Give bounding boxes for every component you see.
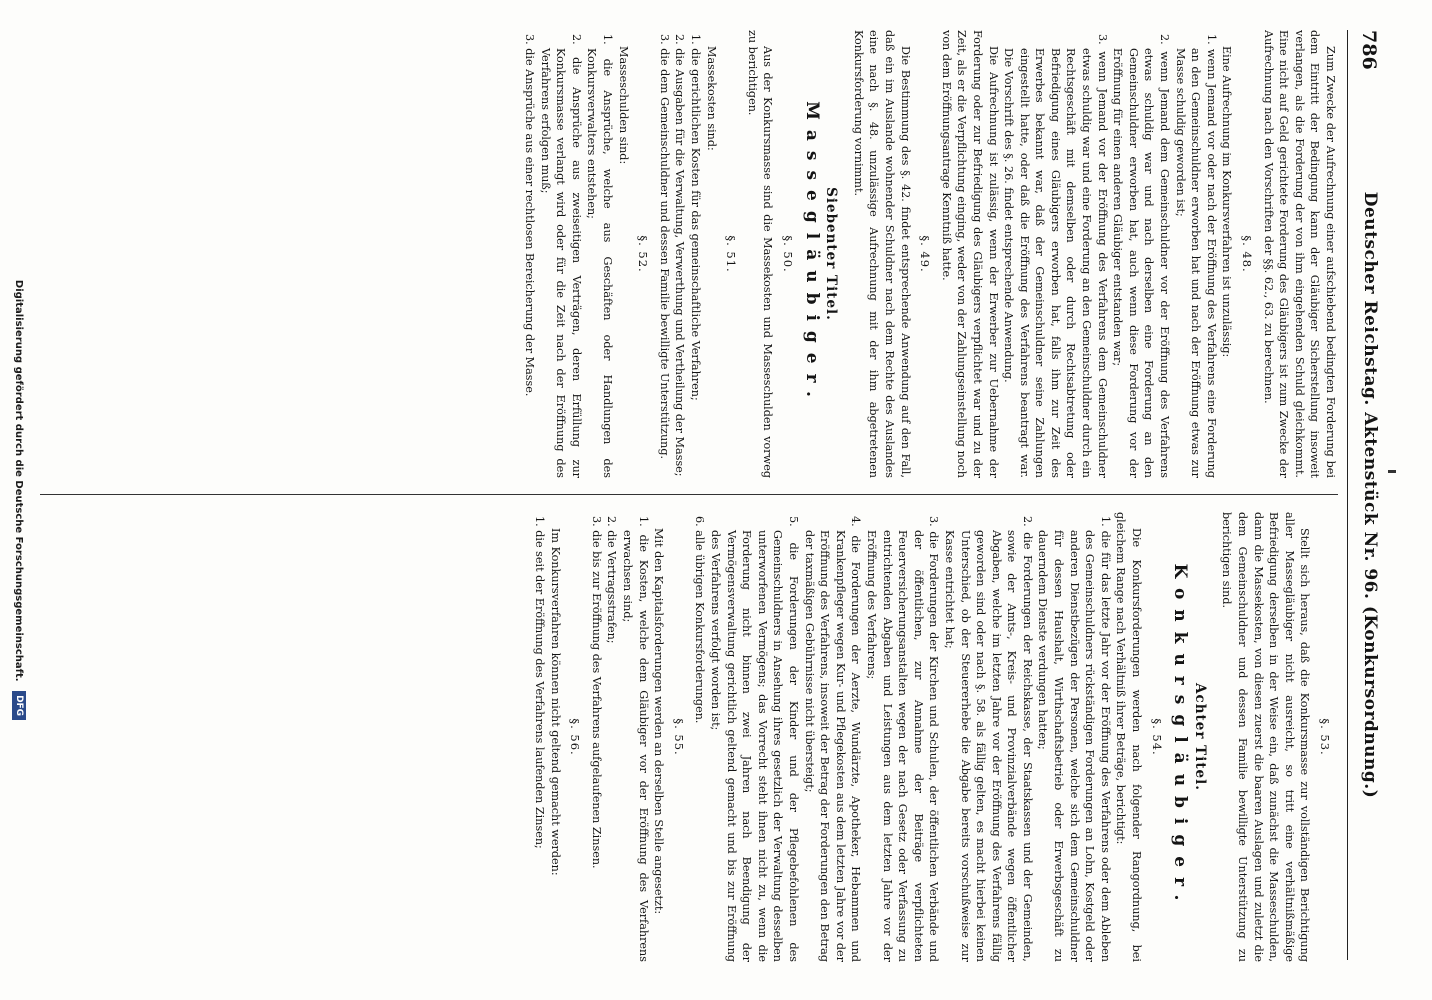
list-item: 3. die bis zur Eröffnung des Verfahrens aufgelaufenen Zinsen.: [589, 516, 603, 869]
list-item: 3. die dem Gemeinschuldner und dessen Familie bewilligte Unterstützung.: [657, 34, 671, 460]
paragraph: Aus der Konkursmasse sind die Massekosten und Masseschulden vorweg zu berichtigen.: [745, 30, 775, 478]
title-heading: Siebenter Titel.: [823, 187, 840, 321]
page-number: 786: [1358, 30, 1380, 70]
list-item: 2. die Vertragsstrafen;: [605, 516, 619, 644]
list-item: 4. die Forderungen der Aerzte, Wundärzte, Apotheker, Hebammen und Krankenpfleger wegen Kur- und Pflegekosten aus dem letzten Jahre vor der Eröffnung des Verfahrens, insoweit der Betrag der Forderungen den Betrag der taxmäßigen Gebührnisse nicht übersteigt;: [802, 516, 863, 962]
title-heading: Achter Titel.: [1191, 683, 1208, 791]
list-item: 2. die Ausgaben für die Verwaltung, Verwerthung und Vertheilung der Masse;: [673, 34, 687, 477]
section-number: §. 50.: [781, 235, 795, 273]
chapter-heading: Massegläubiger.: [801, 101, 822, 407]
footer-text: Digitalisierung gefördert durch die Deutsche Forschungsgemeinschaft.: [13, 279, 24, 682]
header-rule: [1347, 30, 1348, 960]
list-item: 1. wenn Jemand vor oder nach der Eröffnung des Verfahrens eine Forderung an den Gemeinschuldner erworben hat und nach der Eröffnung etwas zur Masse schuldig geworden ist;: [1173, 34, 1218, 478]
section-number: §. 53.: [1318, 718, 1332, 756]
paragraph: Im Konkursverfahren können nicht geltend gemacht werden:: [548, 528, 562, 876]
list-item: 5. die Forderungen der Kinder und der Pflegebefohlenen des Gemeinschuldners in Ansehung ihres gesetzlich der Verwaltung desselben unterworfenen Vermögens; das Vorrecht steht ihnen nicht zu, wenn die Forderung nicht binnen zwei Jahren nach Beendigung der Vermögensverwaltung gerichtlich geltend gemacht und bis zur Eröffnung des Verfahrens verfolgt worden ist;: [709, 516, 800, 962]
list-item: 1. die Ansprüche, welche aus Geschäften oder Handlungen des Konkursverwalters entstehen;: [585, 34, 615, 478]
chapter-heading: Konkursgläubiger.: [1170, 563, 1191, 911]
paragraph: Die Konkursforderungen werden nach folgender Rangordnung, bei gleichem Range nach Verhältniß ihrer Beträge, berichtigt:: [1114, 512, 1144, 962]
list-item: 1. die Kosten, welche dem Gläubiger vor der Eröffnung des Verfahrens erwachsen sind;: [621, 516, 650, 962]
list-item: 3. wenn Jemand vor der Eröffnung des Verfahrens dem Gemeinschuldner etwas schuldig war und eine Forderung an den Gemeinschuldner durch ein Rechtsgeschäft mit demselben oder durch Rechtsabtretung oder Befriedigung eines Gläubigers erworben hat, falls ihm zur Zeit des Erwerbes bekannt war, daß der Gemeinschuldner seine Zahlungen eingestellt hatte, oder daß die Eröffnung des Verfahrens beantragt war. Die Vorschrift des §. 26. findet entsprechende Anwendung.: [1002, 34, 1109, 478]
section-number: §. 52.: [636, 235, 651, 273]
dfg-logo: DFG: [12, 691, 26, 720]
list-item: 3. die Forderungen der Kirchen und Schulen, der öffentlichen Verbände und der öffentlichen, zur Annahme der Beiträge verpflichteten Feuerversicherungsanstalten wegen der nach Gesetz oder Verfassung zu entrichtenden Abgaben und Leistungen aus dem letzten Jahre vor der Eröffnung des Verfahrens;: [864, 516, 941, 962]
paragraph: Massekosten sind:: [704, 46, 718, 151]
column-divider: [40, 494, 1338, 495]
list-item: 6. alle übrigen Konkursforderungen.: [693, 516, 707, 724]
paragraph: Mit den Kapitalsforderungen werden an derselben Stelle angesetzt:: [652, 528, 666, 915]
section-number: §. 51.: [724, 235, 739, 273]
section-number: §. 49.: [918, 235, 933, 273]
section-number: §. 55.: [671, 718, 686, 756]
list-item: 1. die für das letzte Jahr vor der Eröffnung des Verfahrens oder dem Ableben des Gemeinschuldners rückständigen Forderungen an Lohn, Kostgeld oder anderen Dienstbezügen der Personen, welche sich dem Gemeinschuldner für dessen Haushalt, Wirthschaftsbetrieb oder Erwerbsgeschäft zu dauerndem Dienste verdungen hatten;: [1036, 516, 1112, 962]
paragraph: Die Bestimmung des §. 42. findet entsprechende Anwendung auf den Fall, daß ein im Auslande wohnender Schuldner nach dem Rechte des Auslandes eine nach §. 48. unzulässige Aufrechnung mit der ihm abgetretenen Konkursforderung vornimmt.: [851, 30, 912, 478]
page-mark: [1388, 470, 1396, 473]
list-item: 2. die Forderungen der Reichskasse, der Staatskassen und der Gemeinden, sowie der Amts-, Kreis- und Provinzialverbände wegen öffentlicher Abgaben, welche im letzten Jahre vor der Eröffnung des Verfahrens fällig geworden sind oder nach §. 58. als fällig gelten, es macht hierbei keinen Unterschied, ob der Steuererhebe die Abgabe bereits vorschußweise zur Kasse entrichtet hat;: [942, 516, 1034, 962]
section-number: §. 48.: [1240, 235, 1255, 273]
list-item: 2. wenn Jemand dem Gemeinschuldner vor der Eröffnung des Verfahrens etwas schuldig war und nach derselben eine Forderung an den Gemeinschuldner erworben hat, auch wenn diese Forderung vor der Eröffnung für einen anderen Gläubiger entstanden war;: [1111, 34, 1172, 478]
paragraph: Eine Aufrechnung im Konkursverfahren ist unzulässig:: [1220, 46, 1234, 358]
list-item: 2. die Ansprüche aus zweiseitigen Verträgen, deren Erfüllung zur Konkursmasse verlangt wird oder für die Zeit nach der Eröffnung des Verfahrens erfolgen muß;: [538, 34, 583, 478]
paragraph: Zum Zwecke der Aufrechnung einer aufschiebend bedingten Forderung bei dem Eintritt der Bedingung kann der Gläubiger Sicherstellung insoweit verlangen, als die Forderung der von ihm eingehenden Schuld gleichkommt. Eine nicht auf Geld gerichtete Forderung des Gläubigers ist zum Zwecke der Aufrechnung nach den Vorschriften der §§. 62., 63. zu berechnen.: [1261, 30, 1337, 478]
running-head: Deutscher Reichstag. Aktenstück Nr. 96. (Konkursordnung.): [1360, 191, 1380, 799]
left-column: [40, 30, 1338, 478]
section-number: §. 56.: [568, 718, 583, 756]
right-column: [40, 512, 1338, 962]
section-number: §. 54.: [1149, 718, 1164, 756]
paragraph: Masseschulden sind:: [616, 46, 630, 165]
paragraph: Stellt sich heraus, daß die Konkursmasse zur vollständigen Berichtigung aller Massegläubiger nicht ausreicht, so tritt eine verhältnißmäßige Befriedigung derselben in der Weise ein, daß zunächst die Masseschulden, dann die Massekosten, von diesen zuerst die baaren Auslagen und zuletzt die dem Gemeinschuldner und dessen Familie bewilligte Unterstützung zu berichtigen sind.: [1220, 512, 1312, 962]
digitization-footer: [6, 0, 26, 1000]
paragraph: Die Aufrechnung ist zulässig, wenn der Erwerber zur Uebernahme der Forderung oder zur Befriedigung des Gläubigers verpflichtet war und zu der Zeit, als er die Verpflichtung einging, weder von der Zahlungseinstellung noch von dem Eröffnungsantrage Kenntniß hatte.: [939, 30, 1000, 478]
page-header: [1346, 30, 1380, 960]
list-item: 3. die Ansprüche aus einer rechtlosen Bereicherung der Masse.: [523, 34, 537, 397]
list-item: 1. die gerichtlichen Kosten für das gemeinschaftliche Verfahren;: [689, 34, 703, 401]
list-item: 1. die seit der Eröffnung des Verfahrens laufenden Zinsen;: [533, 516, 547, 849]
